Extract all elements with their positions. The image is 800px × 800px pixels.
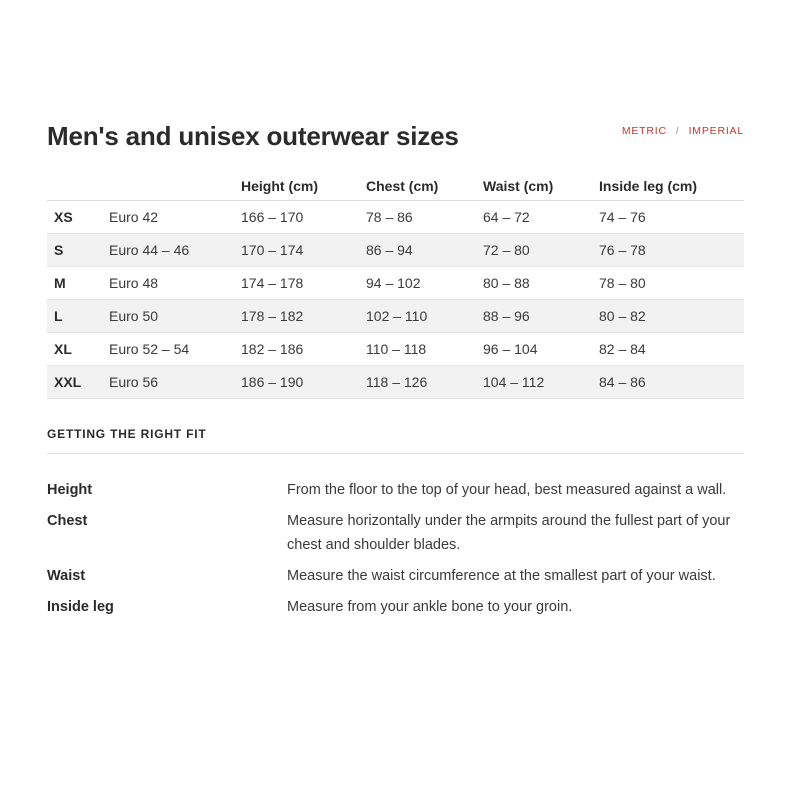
column-header-height: Height (cm) <box>241 172 366 201</box>
fit-description: Measure horizontally under the armpits around the fullest part of your chest and shoulder blades. <box>287 513 731 553</box>
chest-range: 118 – 126 <box>366 366 483 399</box>
fit-guide-list <box>47 478 744 619</box>
fit-item-waist <box>47 564 744 588</box>
page-title: Men's and unisex outerwear sizes <box>47 121 459 151</box>
height-range: 186 – 190 <box>241 366 366 399</box>
chest-range: 78 – 86 <box>366 201 483 234</box>
table-row <box>47 267 744 300</box>
size-code: S <box>47 234 109 267</box>
euro-size: Euro 50 <box>109 300 241 333</box>
height-range: 174 – 178 <box>241 267 366 300</box>
table-row <box>47 234 744 267</box>
size-code: XS <box>47 201 109 234</box>
euro-size: Euro 56 <box>109 366 241 399</box>
waist-range: 88 – 96 <box>483 300 599 333</box>
fit-item-inside-leg <box>47 595 744 619</box>
table-row <box>47 300 744 333</box>
column-header-inside-leg: Inside leg (cm) <box>599 172 744 201</box>
table-row <box>47 366 744 399</box>
imperial-link[interactable]: IMPERIAL <box>688 125 744 137</box>
fit-term: Height <box>47 482 93 498</box>
fit-guide-heading: GETTING THE RIGHT FIT <box>47 427 744 454</box>
waist-range: 80 – 88 <box>483 267 599 300</box>
euro-size: Euro 48 <box>109 267 241 300</box>
column-header-waist: Waist (cm) <box>483 172 599 201</box>
size-code: M <box>47 267 109 300</box>
euro-size: Euro 44 – 46 <box>109 234 241 267</box>
fit-description: Measure from your ankle bone to your groin. <box>287 599 573 615</box>
fit-description: Measure the waist circumference at the smallest part of your waist. <box>287 568 716 584</box>
waist-range: 96 – 104 <box>483 333 599 366</box>
height-range: 170 – 174 <box>241 234 366 267</box>
metric-link[interactable]: METRIC <box>621 125 667 137</box>
unit-separator: / <box>675 125 680 137</box>
euro-size: Euro 42 <box>109 201 241 234</box>
height-range: 166 – 170 <box>241 201 366 234</box>
chest-range: 94 – 102 <box>366 267 483 300</box>
table-header-row <box>47 172 744 201</box>
unit-toggle <box>622 125 744 137</box>
inside-leg-range: 74 – 76 <box>599 201 744 234</box>
size-guide-header <box>47 110 744 162</box>
waist-range: 64 – 72 <box>483 201 599 234</box>
inside-leg-range: 76 – 78 <box>599 234 744 267</box>
size-code: L <box>47 300 109 333</box>
chest-range: 102 – 110 <box>366 300 483 333</box>
column-header-euro <box>109 172 241 201</box>
inside-leg-range: 78 – 80 <box>599 267 744 300</box>
height-range: 182 – 186 <box>241 333 366 366</box>
size-table <box>47 172 744 399</box>
fit-description: From the floor to the top of your head, best measured against a wall. <box>287 482 727 498</box>
size-guide <box>47 110 744 626</box>
table-row <box>47 201 744 234</box>
fit-item-height <box>47 478 744 502</box>
inside-leg-range: 82 – 84 <box>599 333 744 366</box>
waist-range: 72 – 80 <box>483 234 599 267</box>
column-header-size <box>47 172 109 201</box>
euro-size: Euro 52 – 54 <box>109 333 241 366</box>
fit-term: Waist <box>47 568 86 584</box>
inside-leg-range: 80 – 82 <box>599 300 744 333</box>
column-header-chest: Chest (cm) <box>366 172 483 201</box>
inside-leg-range: 84 – 86 <box>599 366 744 399</box>
fit-term: Inside leg <box>47 599 114 615</box>
fit-item-chest <box>47 509 744 557</box>
chest-range: 110 – 118 <box>366 333 483 366</box>
height-range: 178 – 182 <box>241 300 366 333</box>
fit-term: Chest <box>47 513 88 529</box>
chest-range: 86 – 94 <box>366 234 483 267</box>
size-code: XXL <box>47 366 109 399</box>
table-row <box>47 333 744 366</box>
waist-range: 104 – 112 <box>483 366 599 399</box>
size-code: XL <box>47 333 109 366</box>
